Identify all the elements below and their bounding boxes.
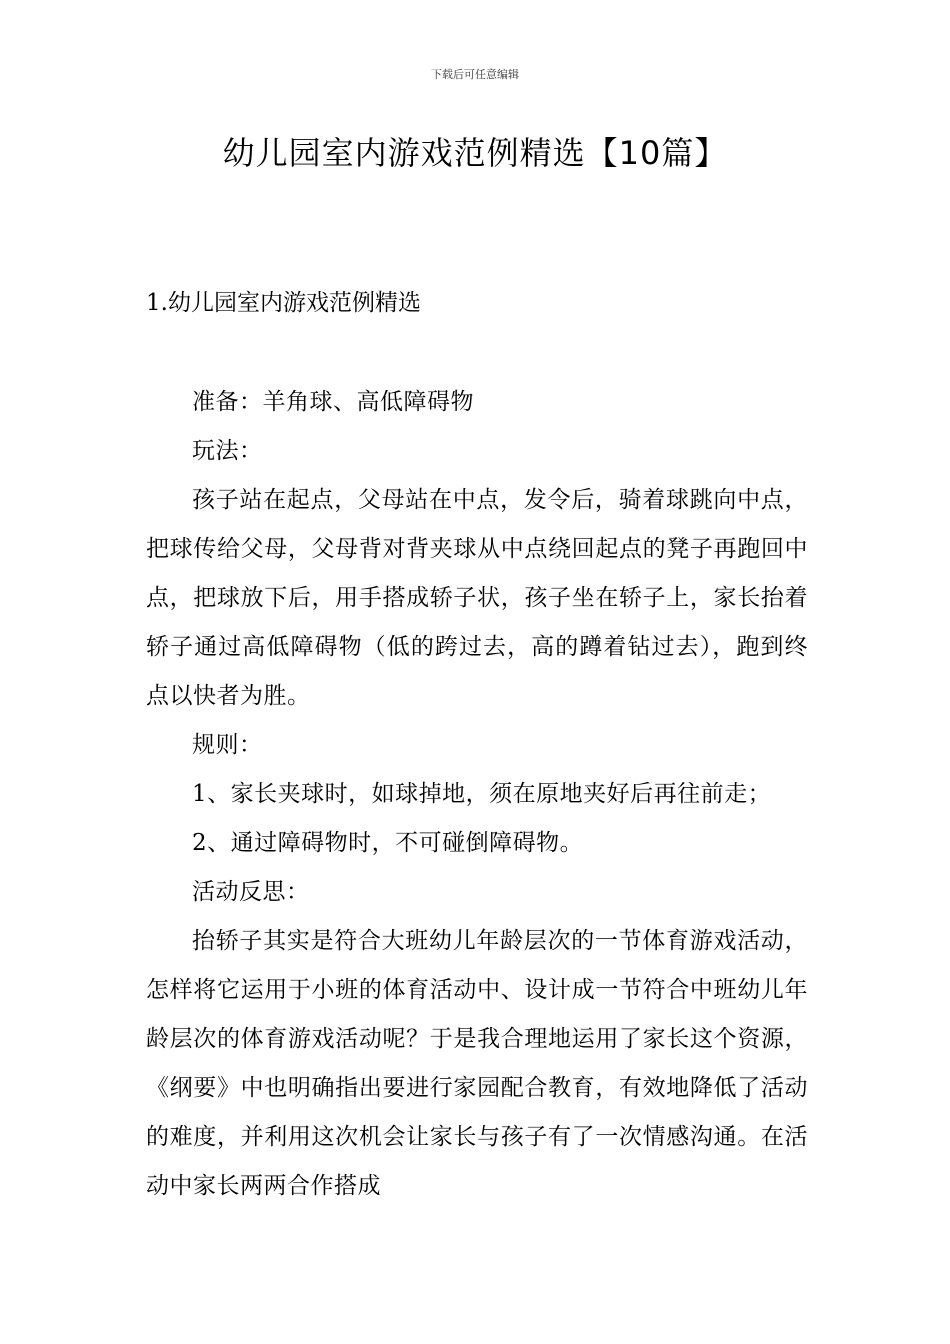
paragraph-rules-label: 规则： [192, 732, 263, 758]
body-content [146, 378, 808, 1211]
paragraph-rule-1: 1、家长夹球时，如球掉地，须在原地夹好后再往前走； [192, 781, 772, 807]
paragraph-reflection-label: 活动反思： [192, 879, 310, 905]
section-heading: 1.幼儿园室内游戏范例精选 [146, 290, 421, 316]
paragraph-gameplay-label: 玩法： [192, 438, 263, 464]
paragraph-gameplay: 孩子站在起点，父母站在中点，发令后，骑着球跳向中点，把球传给父母，父母背对背夹球从中点绕回起点的凳子再跑回中点，把球放下后，用手搭成轿子状，孩子坐在轿子上，家长抬着轿子通过高低障碍物（低的跨过去，高的蹲着钻过去），跑到终点以快者为胜。 [146, 487, 808, 709]
paragraph-reflection: 抬轿子其实是符合大班幼儿年龄层次的一节体育游戏活动，怎样将它运用于小班的体育活动中、设计成一节符合中班幼儿年龄层次的体育游戏活动呢？于是我合理地运用了家长这个资源，《纲要》中也明确指出要进行家园配合教育，有效地降低了活动的难度，并利用这次机会让家长与孩子有了一次情感沟通。在活动中家长两两合作搭成 [146, 928, 808, 1199]
header-note: 下载后可任意编辑 [431, 68, 519, 81]
paragraph-rule-2: 2、通过障碍物时，不可碰倒障碍物。 [192, 830, 584, 856]
document-title: 幼儿园室内游戏范例精选【10篇】 [222, 134, 728, 172]
paragraph-preparation: 准备：羊角球、高低障碍物 [192, 389, 474, 415]
